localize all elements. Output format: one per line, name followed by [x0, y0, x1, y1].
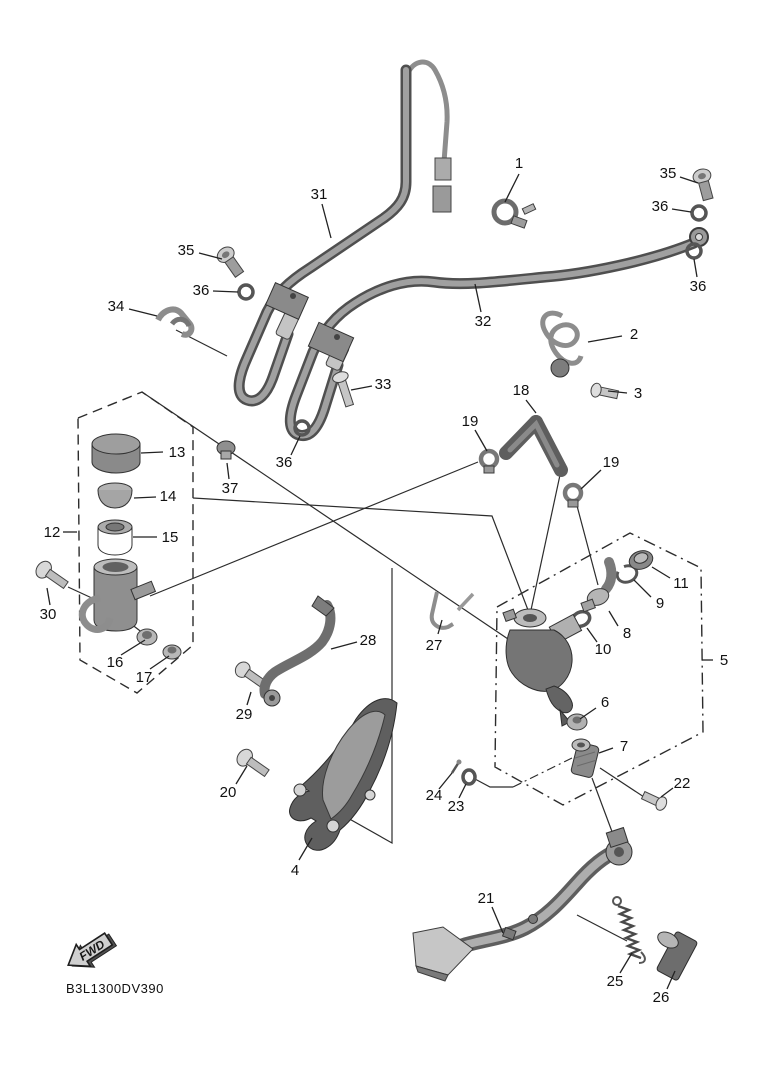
- part-21-brake-pedal: [413, 828, 632, 981]
- callout-label-21: 21: [477, 890, 495, 907]
- callout-label-24: 24: [425, 787, 443, 804]
- callout-leader-11: [652, 567, 670, 578]
- callout-label-6: 6: [600, 694, 610, 711]
- part-19-clamp-left: [481, 451, 497, 473]
- callout-label-36: 36: [651, 198, 669, 215]
- callout-label-8: 8: [622, 625, 632, 642]
- callout-label-5: 5: [719, 652, 729, 669]
- callout-leader-2: [588, 336, 622, 342]
- callout-leader-18: [526, 400, 536, 413]
- callout-label-22: 22: [673, 775, 691, 792]
- callout-label-20: 20: [219, 784, 237, 801]
- callout-label-27: 27: [425, 637, 443, 654]
- fwd-arrow: [61, 926, 120, 978]
- callout-label-28: 28: [359, 632, 377, 649]
- callout-label-25: 25: [606, 973, 624, 990]
- part-25-spring: [613, 897, 645, 963]
- callout-leader-6: [580, 708, 596, 719]
- part-2-hose-guide: [543, 313, 581, 377]
- callout-leader-23: [459, 784, 466, 798]
- callout-leader-34: [129, 309, 157, 316]
- callout-leader-10: [587, 628, 597, 642]
- master-cylinder: [503, 609, 582, 726]
- part-27-clip: [432, 592, 473, 628]
- callout-leader-28: [331, 642, 357, 649]
- callout-label-35: 35: [177, 242, 195, 259]
- callout-leader-36: [672, 209, 691, 212]
- callout-label-2: 2: [629, 326, 639, 343]
- callout-leader-19: [581, 470, 601, 489]
- part-1-clamp: [494, 201, 536, 228]
- part-20-bolt: [234, 746, 272, 780]
- part-28-lever: [264, 596, 334, 706]
- callout-label-16: 16: [106, 654, 124, 671]
- callout-label-19: 19: [461, 413, 479, 430]
- callout-leader-9: [634, 580, 651, 597]
- callout-leader-14: [134, 497, 156, 498]
- callout-label-12: 12: [43, 524, 61, 541]
- reservoir-body: [82, 559, 155, 631]
- callout-label-19: 19: [602, 454, 620, 471]
- callout-label-23: 23: [447, 798, 465, 815]
- part-11-cap: [627, 548, 655, 573]
- fwd-label: FWD: [76, 937, 108, 964]
- callout-leader-22: [661, 788, 673, 797]
- callout-label-35: 35: [659, 165, 677, 182]
- callout-leader-1: [505, 174, 519, 202]
- part-19-clamp-right: [565, 485, 581, 507]
- callout-leader-25: [620, 953, 632, 973]
- part-8-fitting: [581, 562, 611, 612]
- drawing-code: B3L1300DV390: [66, 981, 164, 996]
- callout-leader-31: [322, 204, 331, 238]
- callout-label-4: 4: [290, 862, 300, 879]
- part-35-banjo-bolt-left: [214, 244, 247, 280]
- callout-leader-37: [227, 463, 229, 479]
- callout-leader-21: [492, 907, 503, 933]
- callout-leader-19: [475, 430, 487, 451]
- callout-label-31: 31: [310, 186, 328, 203]
- callout-label-17: 17: [135, 669, 153, 686]
- callout-label-36: 36: [192, 282, 210, 299]
- callout-leader-16: [121, 640, 145, 655]
- callout-leader-17: [150, 656, 169, 669]
- part-34-clamp: [158, 309, 191, 334]
- callout-leader-13: [141, 452, 163, 453]
- callout-leader-33: [351, 386, 372, 390]
- part-35-banjo-bolt-right: [691, 167, 716, 202]
- callout-label-11: 11: [673, 575, 689, 592]
- callout-label-14: 14: [159, 488, 177, 505]
- callout-leader-7: [599, 748, 613, 753]
- callout-label-9: 9: [655, 595, 665, 612]
- callout-label-26: 26: [652, 989, 670, 1006]
- part-22-bolt: [640, 789, 669, 812]
- callout-leader-29: [247, 692, 251, 705]
- callout-label-36: 36: [275, 454, 293, 471]
- callout-label-29: 29: [235, 706, 253, 723]
- reservoir-group: [82, 434, 181, 659]
- callout-label-18: 18: [512, 382, 530, 399]
- washers-36-and-rings: [239, 206, 706, 784]
- callout-label-13: 13: [168, 444, 186, 461]
- part-4-bracket: [290, 699, 397, 851]
- callout-label-1: 1: [514, 155, 524, 172]
- part-17-nut: [163, 645, 181, 659]
- part-7-joint: [570, 739, 599, 778]
- callout-label-32: 32: [474, 313, 492, 330]
- part-24-pin: [452, 760, 462, 774]
- callout-label-3: 3: [633, 385, 643, 402]
- callout-label-34: 34: [107, 298, 125, 315]
- part-13-cap: [92, 434, 140, 473]
- part-18-elbow: [506, 422, 561, 470]
- callout-label-15: 15: [161, 529, 179, 546]
- part-30-bolt: [33, 558, 71, 592]
- part-37-stopper: [217, 441, 235, 459]
- callout-label-36: 36: [689, 278, 707, 295]
- callout-leader-8: [609, 611, 618, 626]
- callout-label-30: 30: [39, 606, 57, 623]
- part-26-roller: [655, 929, 698, 981]
- part-14-diaphragm: [98, 483, 132, 508]
- hose-loop-top: [408, 62, 451, 212]
- callout-leader-36: [694, 259, 697, 277]
- callout-label-10: 10: [594, 641, 612, 658]
- callout-label-33: 33: [374, 376, 392, 393]
- callout-leader-36: [213, 291, 238, 292]
- callout-leader-30: [47, 588, 50, 605]
- callout-label-37: 37: [221, 480, 239, 497]
- part-15-cup: [98, 520, 132, 555]
- callout-label-7: 7: [619, 738, 629, 755]
- callout-leader-20: [236, 766, 247, 784]
